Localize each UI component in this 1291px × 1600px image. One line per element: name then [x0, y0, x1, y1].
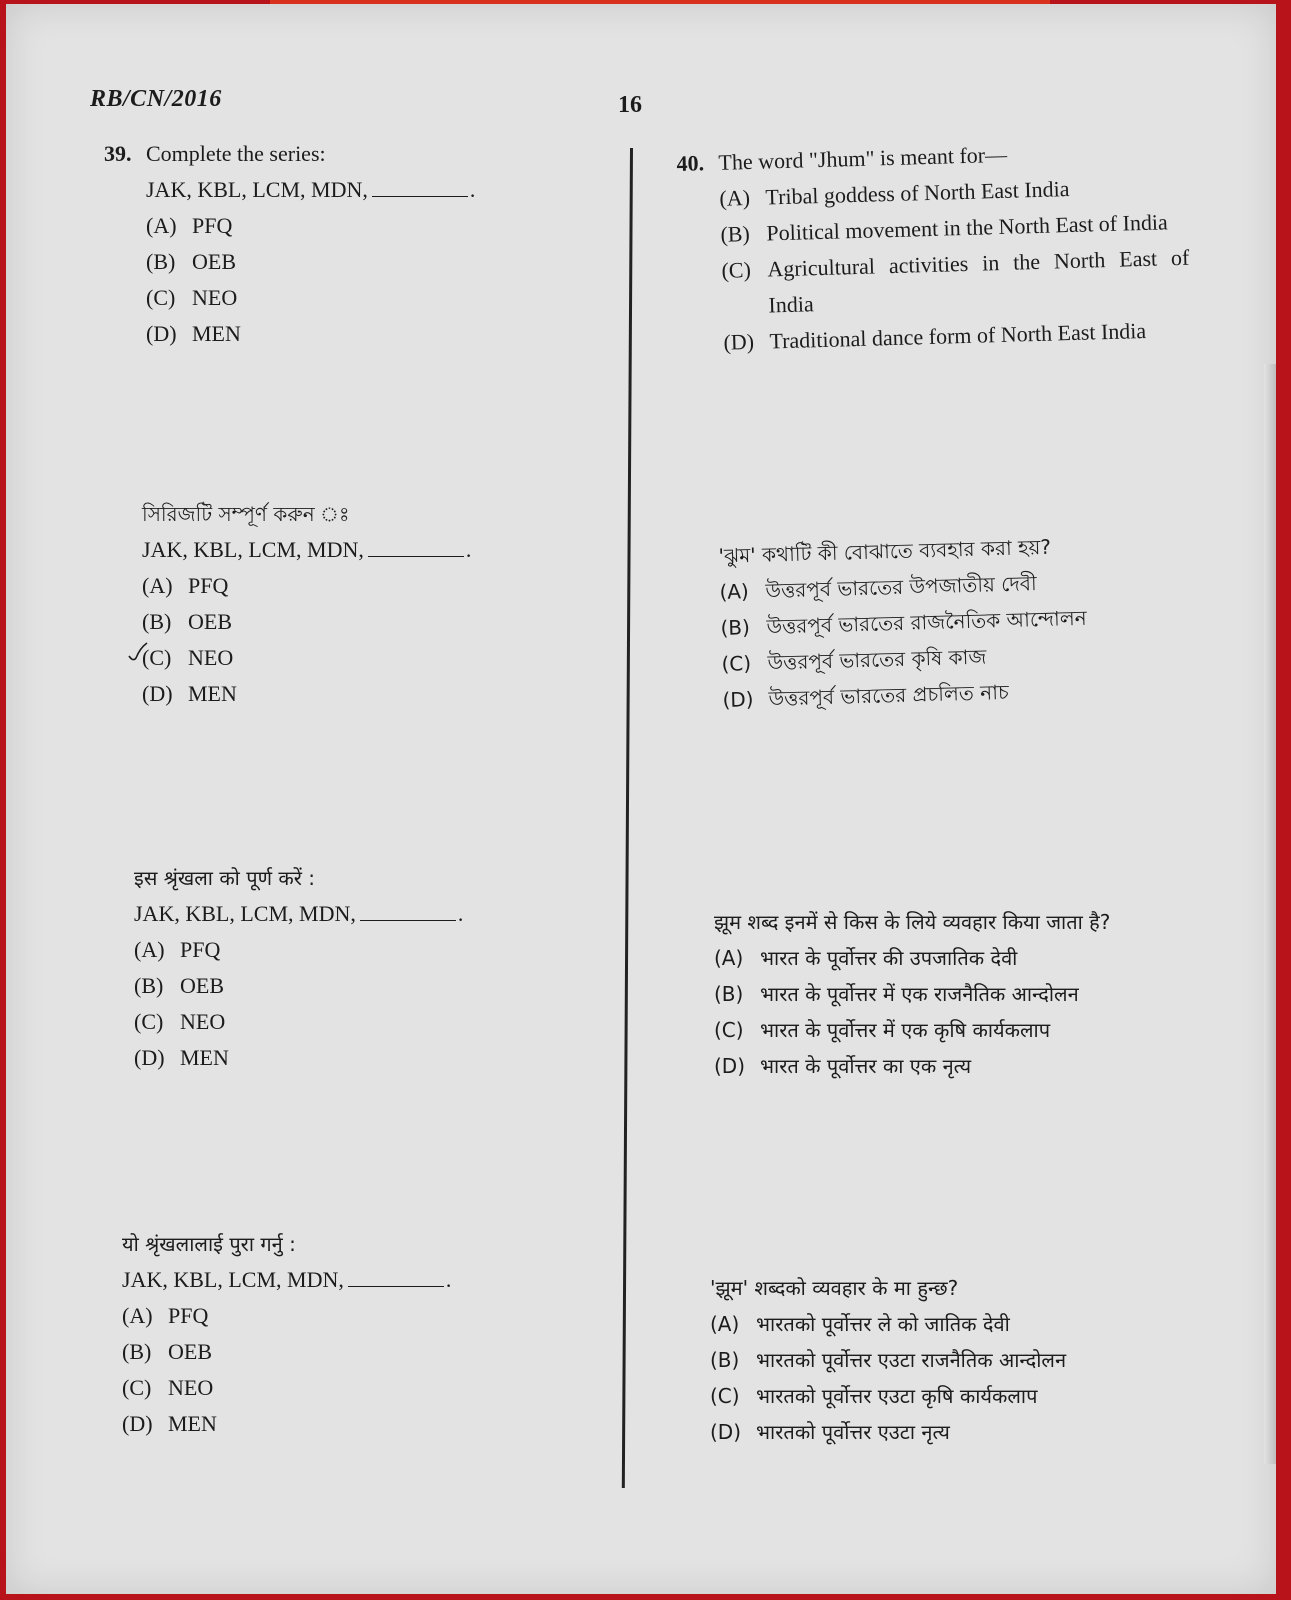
option-c: (C) NEO [146, 285, 238, 310]
option-b: (B) OEB [134, 973, 224, 998]
question-prompt: 'झूम' शब्दको व्यवहार के मा हुन्छ? [710, 1276, 959, 1300]
q40-english [676, 132, 1192, 362]
option-d: (D) MEN [122, 1411, 217, 1436]
option-c: (C) भारतको पूर्वोत्तर एउटा कृषि कार्यकलाप [710, 1384, 1038, 1408]
tick-mark-icon [128, 642, 148, 664]
option-d: (D) भारत के पूर्वोत्तर का एक नृत्य [714, 1054, 972, 1078]
page-edge-shadow [1264, 364, 1276, 1464]
q39-bengali [142, 496, 562, 712]
question-prompt: The word "Jhum" is meant for— [718, 141, 1008, 175]
series-line: JAK, KBL, LCM, MDN, . [142, 537, 472, 562]
option-d: (D) Traditional dance form of North East India [723, 317, 1147, 355]
answer-blank [348, 1268, 444, 1287]
answer-blank [372, 178, 468, 197]
question-prompt: Complete the series: [146, 141, 326, 166]
series-text: JAK, KBL, LCM, MDN, [134, 901, 356, 926]
option-a: (A) भारतको पूर्वोत्तर ले को जातिक देवी [710, 1312, 1010, 1336]
option-b: (B) भारतको पूर्वोत्तर एउटा राजनैतिक आन्दोलन [710, 1348, 1067, 1372]
series-line: JAK, KBL, LCM, MDN, . [122, 1267, 452, 1292]
page-number: 16 [618, 92, 642, 118]
option-a: (A) উত্তরপূর্ব ভারতের উপজাতীয় দেবী [719, 571, 1037, 604]
option-a: (A) भारत के पूर्वोत्तर की उपजातिक देवी [714, 946, 1018, 970]
option-d: (D) MEN [134, 1045, 229, 1070]
series-line: JAK, KBL, LCM, MDN, . [146, 177, 476, 202]
series-text: JAK, KBL, LCM, MDN, [122, 1267, 344, 1292]
option-a: (A) PFQ [134, 937, 221, 962]
q40-bengali [718, 525, 1203, 718]
option-d: (D) भारतको पूर्वोत्तर एउटा नृत्य [710, 1420, 950, 1444]
option-c: (C) NEO [122, 1375, 214, 1400]
option-b: (B) OEB [122, 1339, 212, 1364]
answer-blank [360, 902, 456, 921]
q39-hindi [134, 860, 554, 1076]
option-d: (D) MEN [142, 681, 237, 706]
question-prompt: यो श्रृंखलालाई पुरा गर्नु : [122, 1232, 296, 1256]
exam-page [6, 4, 1276, 1594]
option-b: (B) OEB [142, 609, 232, 634]
question-prompt: 'ঝুম' কথাটি কী বোঝাতে ব্যবহার করা হয়? [718, 534, 1052, 568]
q39-nepali [122, 1226, 542, 1442]
option-b: (B) भारत के पूर्वोत्तर में एक राजनैतिक आन्दोलन [714, 982, 1079, 1006]
option-b: (B) উত্তরপূর্ব ভারতের রাজনৈতিক আন্দোলন [720, 605, 1087, 640]
q39-english [104, 136, 564, 352]
option-d: (D) MEN [146, 321, 241, 346]
q40-nepali [710, 1270, 1190, 1450]
option-b: (B) OEB [146, 249, 236, 274]
option-d: (D) উত্তরপূর্ব ভারতের প্রচলিত নাচ [722, 679, 1010, 712]
series-text: JAK, KBL, LCM, MDN, [142, 537, 364, 562]
option-c: (C) Agricultural activities in the North East of India [721, 244, 1190, 318]
q40-hindi [714, 904, 1234, 1084]
option-a: (A) PFQ [122, 1303, 209, 1328]
answer-blank [368, 538, 464, 557]
column-divider [622, 148, 633, 1488]
question-prompt: इस श्रृंखला को पूर्ण करें : [134, 866, 316, 890]
question-prompt: সিরিজটি সম্পূর্ণ করুন ঃ [142, 502, 350, 526]
question-number: 39. [104, 141, 132, 166]
exam-code: RB/CN/2016 [90, 86, 222, 112]
option-b: (B) Political movement in the North East of India [720, 209, 1169, 247]
option-a: (A) PFQ [146, 213, 233, 238]
question-prompt: झूम शब्द इनमें से किस के लिये व्यवहार किया जाता है? [714, 910, 1111, 934]
option-a: (A) Tribal goddess of North East India [719, 176, 1070, 211]
series-text: JAK, KBL, LCM, MDN, [146, 177, 368, 202]
option-c: (C) NEO [134, 1009, 226, 1034]
option-c: (C) भारत के पूर्वोत्तर में एक कृषि कार्यकलाप [714, 1018, 1051, 1042]
series-line: JAK, KBL, LCM, MDN, . [134, 901, 464, 926]
option-a: (A) PFQ [142, 573, 229, 598]
option-c: (C) উত্তরপূর্ব ভারতের কৃষি কাজ [721, 644, 987, 676]
question-number: 40. [676, 150, 705, 176]
option-c: (C) NEO [142, 640, 562, 676]
